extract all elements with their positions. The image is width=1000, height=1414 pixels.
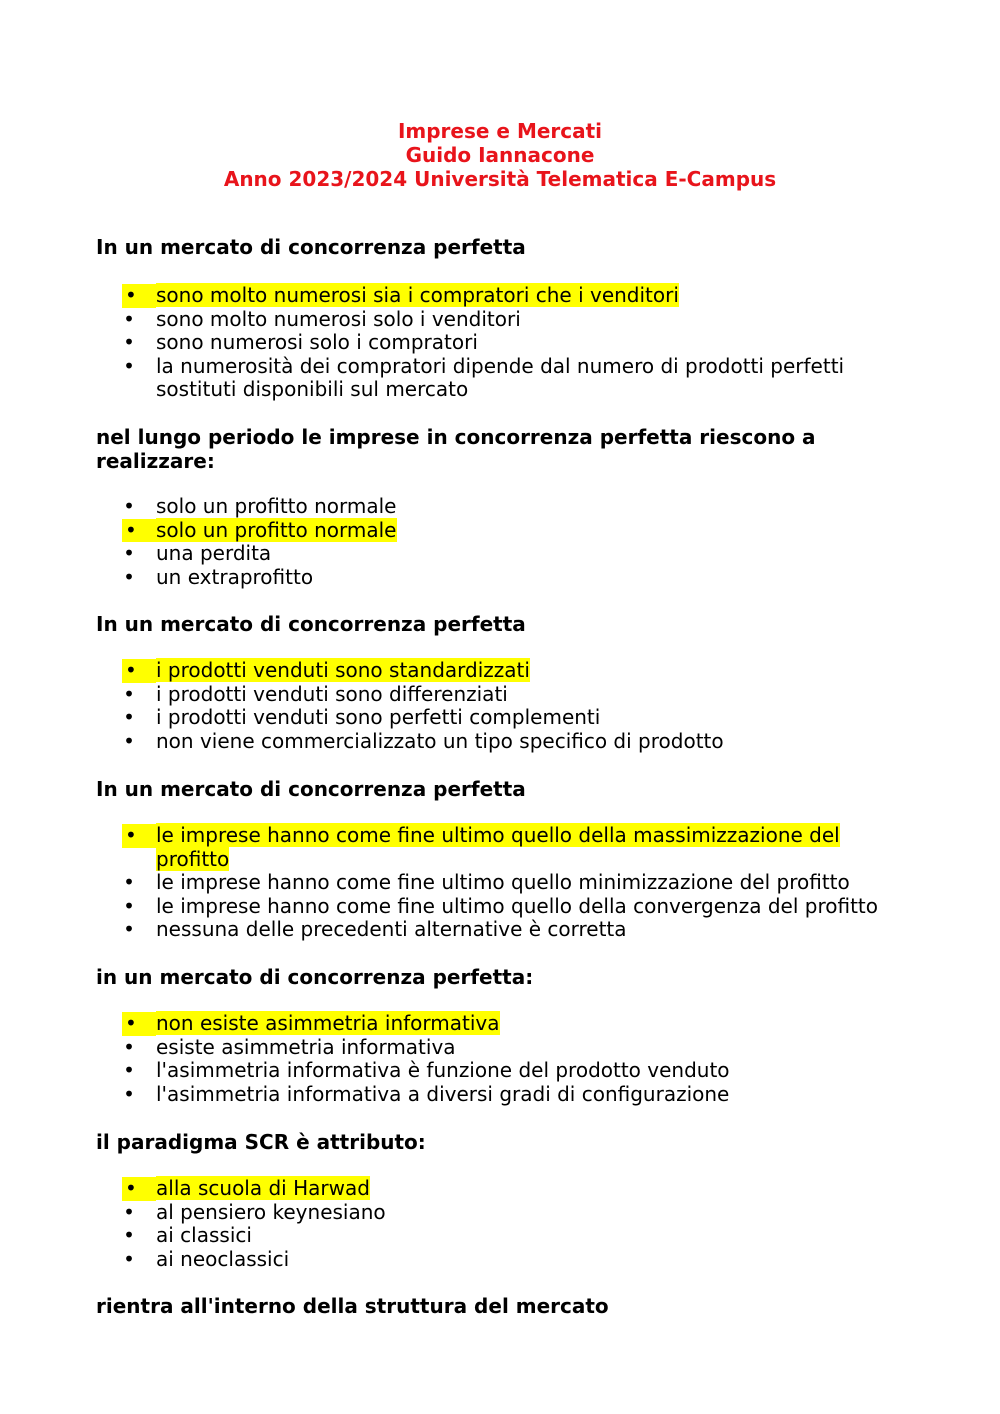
answer-option: • ai classici [123, 1223, 252, 1247]
answer-list-6 [0, 1177, 1000, 1271]
question-1: In un mercato di concorrenza perfetta [96, 235, 526, 259]
bullet-icon: • [123, 1058, 135, 1082]
bullet-icon: • [123, 893, 135, 918]
answer-list-1 [0, 284, 1000, 402]
bullet-icon: • [123, 917, 135, 941]
bullet-icon: • [123, 1223, 135, 1247]
question-2: nel lungo periodo le imprese in concorrenza perfetta riescono a realizzare: [96, 425, 816, 473]
bullet-icon: • [123, 330, 135, 354]
answer-list-5 [0, 1012, 1000, 1106]
answer-option: • ai neoclassici [123, 1246, 290, 1271]
bullet-icon: • [123, 353, 135, 378]
answer-option: • al pensiero keynesiano [123, 1199, 386, 1224]
bullet-icon: • [122, 284, 156, 308]
document-header [0, 119, 1000, 191]
bullet-icon: • [123, 1199, 135, 1224]
question-6: il paradigma SCR è attributo: [96, 1130, 426, 1154]
bullet-icon: • [123, 705, 135, 729]
bullet-icon: • [122, 1012, 156, 1036]
academic-year: Anno 2023/2024 Università Telematica E-Campus [223, 167, 777, 191]
answer-option: • esiste asimmetria informativa [123, 1034, 456, 1059]
question-7: rientra all'interno della struttura del mercato [96, 1294, 609, 1318]
bullet-icon: • [123, 1246, 135, 1271]
bullet-icon: • [123, 870, 135, 894]
answer-option: • sono molto numerosi solo i venditori [123, 306, 521, 331]
question-3: In un mercato di concorrenza perfetta [96, 612, 526, 636]
answer-correct: • i prodotti venduti sono standardizzati [0, 659, 896, 683]
answer-correct: • solo un profitto normale [0, 519, 896, 543]
professor-name: Guido Iannacone [405, 143, 595, 167]
bullet-icon: • [123, 306, 135, 331]
bullet-icon: • [123, 1081, 135, 1106]
answer-list-4 [0, 824, 1000, 942]
answer-option: • le imprese hanno come fine ultimo quello della convergenza del profitto [123, 893, 878, 918]
bullet-icon: • [122, 519, 156, 543]
bullet-icon: • [122, 1177, 156, 1201]
question-4: In un mercato di concorrenza perfetta [96, 777, 526, 801]
answer-list-3 [0, 659, 1000, 753]
answer-option: • le imprese hanno come fine ultimo quello minimizzazione del profitto [123, 870, 850, 894]
answer-option: • l'asimmetria informativa a diversi gradi di configurazione [123, 1081, 730, 1106]
answer-option: • non viene commercializzato un tipo specifico di prodotto [123, 728, 724, 753]
answer-correct: • sono molto numerosi sia i compratori che i venditori [0, 284, 896, 308]
answer-correct: • non esiste asimmetria informativa [0, 1012, 896, 1036]
answer-option: • solo un profitto normale [123, 494, 397, 518]
bullet-icon: • [123, 541, 135, 565]
answer-option: • nessuna delle precedenti alternative è corretta [123, 917, 627, 941]
bullet-icon: • [123, 494, 135, 518]
answer-correct: • alla scuola di Harwad [0, 1177, 896, 1201]
bullet-icon: • [122, 659, 156, 683]
bullet-icon: • [123, 1034, 135, 1059]
answer-option: • sono numerosi solo i compratori [123, 330, 478, 354]
question-5: in un mercato di concorrenza perfetta: [96, 965, 534, 989]
bullet-icon: • [122, 824, 156, 848]
answer-option: • la numerosità dei compratori dipende dal numero di prodotti perfetti sostituti disponibili sul mercato [123, 353, 845, 401]
course-title: Imprese e Mercati [397, 119, 603, 143]
answer-option: • una perdita [123, 541, 272, 565]
bullet-icon: • [123, 564, 135, 589]
answer-correct: • le imprese hanno come fine ultimo quello della massimizzazione del profitto [0, 824, 856, 871]
answer-option: • i prodotti venduti sono differenziati [123, 681, 508, 706]
answer-list-2 [0, 495, 1000, 589]
answer-option: • l'asimmetria informativa è funzione del prodotto venduto [123, 1058, 730, 1082]
bullet-icon: • [123, 681, 135, 706]
answer-option: • un extraprofitto [123, 564, 314, 589]
bullet-icon: • [123, 728, 135, 753]
answer-option: • i prodotti venduti sono perfetti complementi [123, 705, 601, 729]
